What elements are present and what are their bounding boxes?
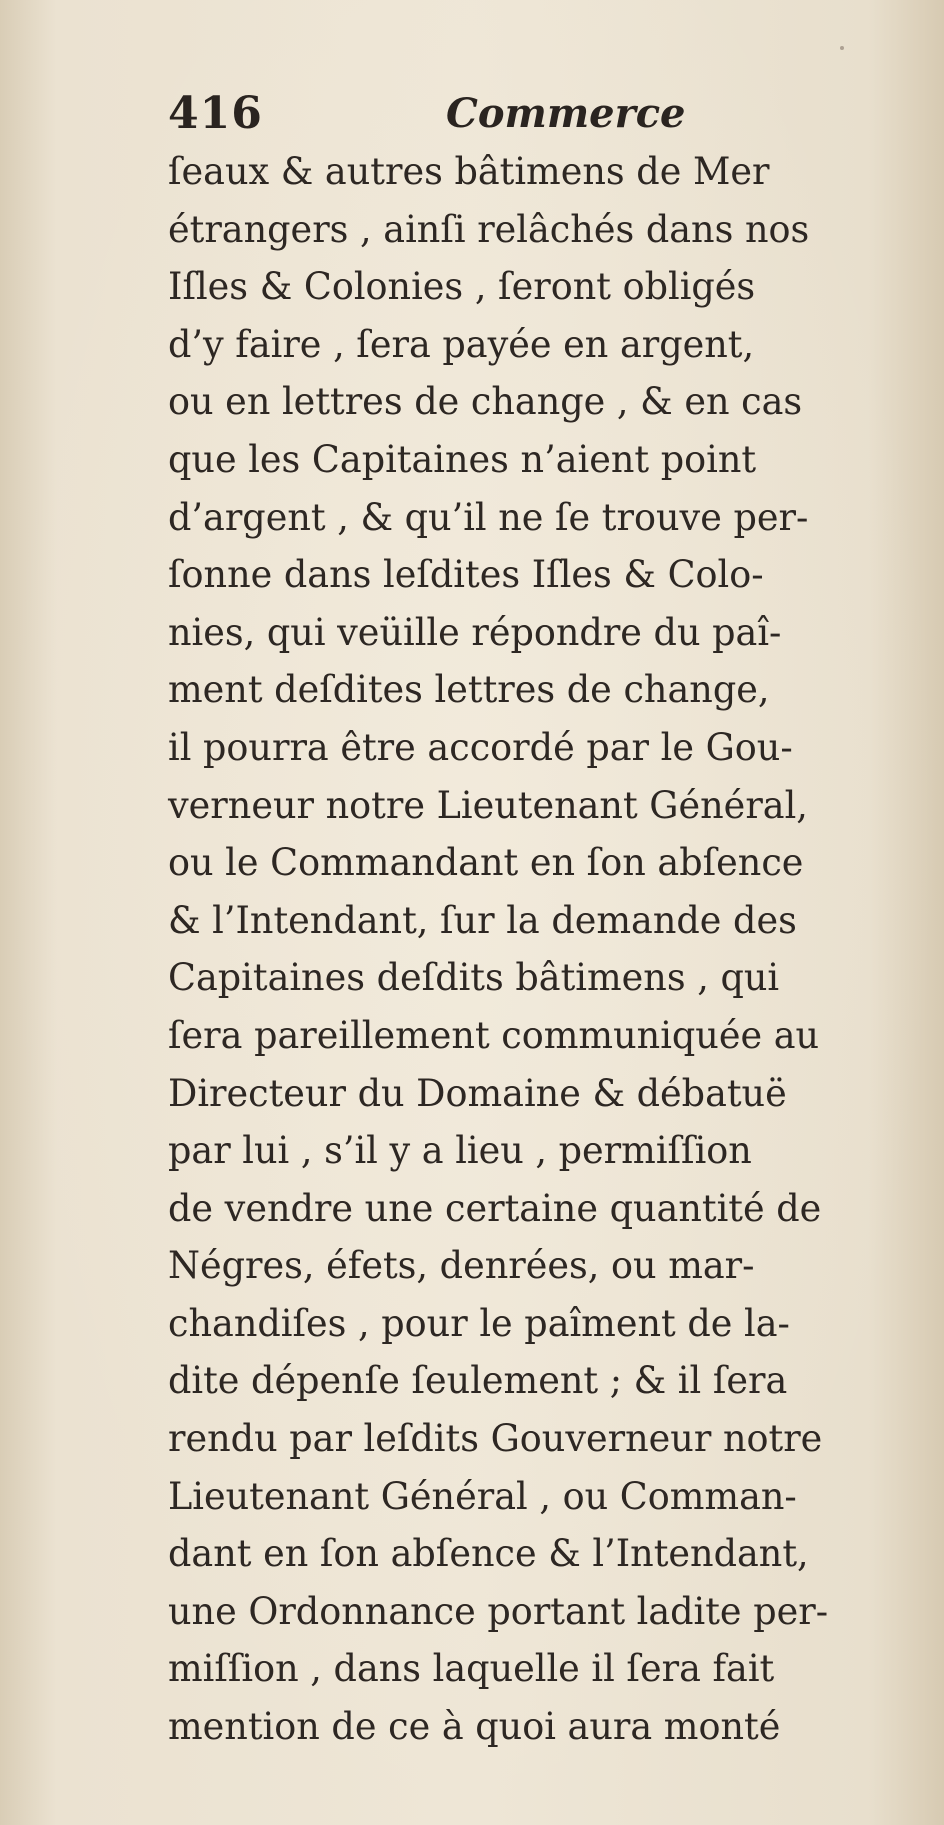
text-line: ſonne dans leſdites Iſles & Colo-	[168, 552, 764, 597]
text-line: ment deſdites lettres de change,	[168, 667, 770, 712]
page-header	[168, 88, 788, 150]
text-line: rendu par leſdits Gouverneur notre	[168, 1416, 823, 1461]
text-line: étrangers , ainſi relâchés dans nos	[168, 206, 810, 251]
text-line: que les Capitaines n’aient point	[168, 436, 757, 481]
text-line: Négres, éfets, denrées, ou mar-	[168, 1243, 755, 1288]
text-line: miſſion , dans laquelle il ſera fait	[168, 1646, 775, 1691]
page-number: 416	[168, 88, 263, 139]
text-line: une Ordonnance portant ladite per-	[168, 1588, 829, 1633]
text-line: Capitaines deſdits bâtimens , qui	[168, 955, 780, 1000]
text-line: d’argent , & qu’il ne ſe trouve per-	[168, 494, 809, 539]
text-line: ſera pareillement communiquée au	[168, 1012, 820, 1057]
text-line: ou en lettres de change , & en cas	[168, 379, 803, 424]
body-text	[168, 143, 938, 1756]
text-line: Lieutenant Général , ou Comman-	[168, 1473, 797, 1518]
text-line: nies, qui veüille répondre du paî-	[168, 609, 782, 654]
text-line: mention de ce à quoi aura monté	[168, 1704, 781, 1749]
text-line: ſeaux & autres bâtimens de Mer	[168, 149, 770, 193]
text-line: verneur notre Lieutenant Général,	[168, 782, 808, 827]
text-line: chandiſes , pour le paîment de la-	[168, 1300, 790, 1345]
text-line: de vendre une certaine quantité de	[168, 1185, 822, 1230]
text-line: Directeur du Domaine & débatuë	[168, 1070, 787, 1115]
paper-speck	[840, 46, 844, 50]
text-line: dite dépenſe ſeulement ; & il ſera	[168, 1358, 788, 1403]
text-line: Iſles & Colonies , ſeront obligés	[168, 264, 756, 309]
text-line: & l’Intendant, ſur la demande des	[168, 897, 797, 942]
text-line: dant en ſon abſence & l’Intendant,	[168, 1531, 809, 1576]
text-line: ou le Commandant en ſon abſence	[168, 840, 804, 885]
text-line: d’y faire , ſera payée en argent,	[168, 321, 755, 366]
text-line: par lui , s’il y a lieu , permiſſion	[168, 1128, 752, 1173]
text-line: il pourra être accordé par le Gou-	[168, 724, 793, 769]
running-title: Commerce	[446, 90, 686, 137]
